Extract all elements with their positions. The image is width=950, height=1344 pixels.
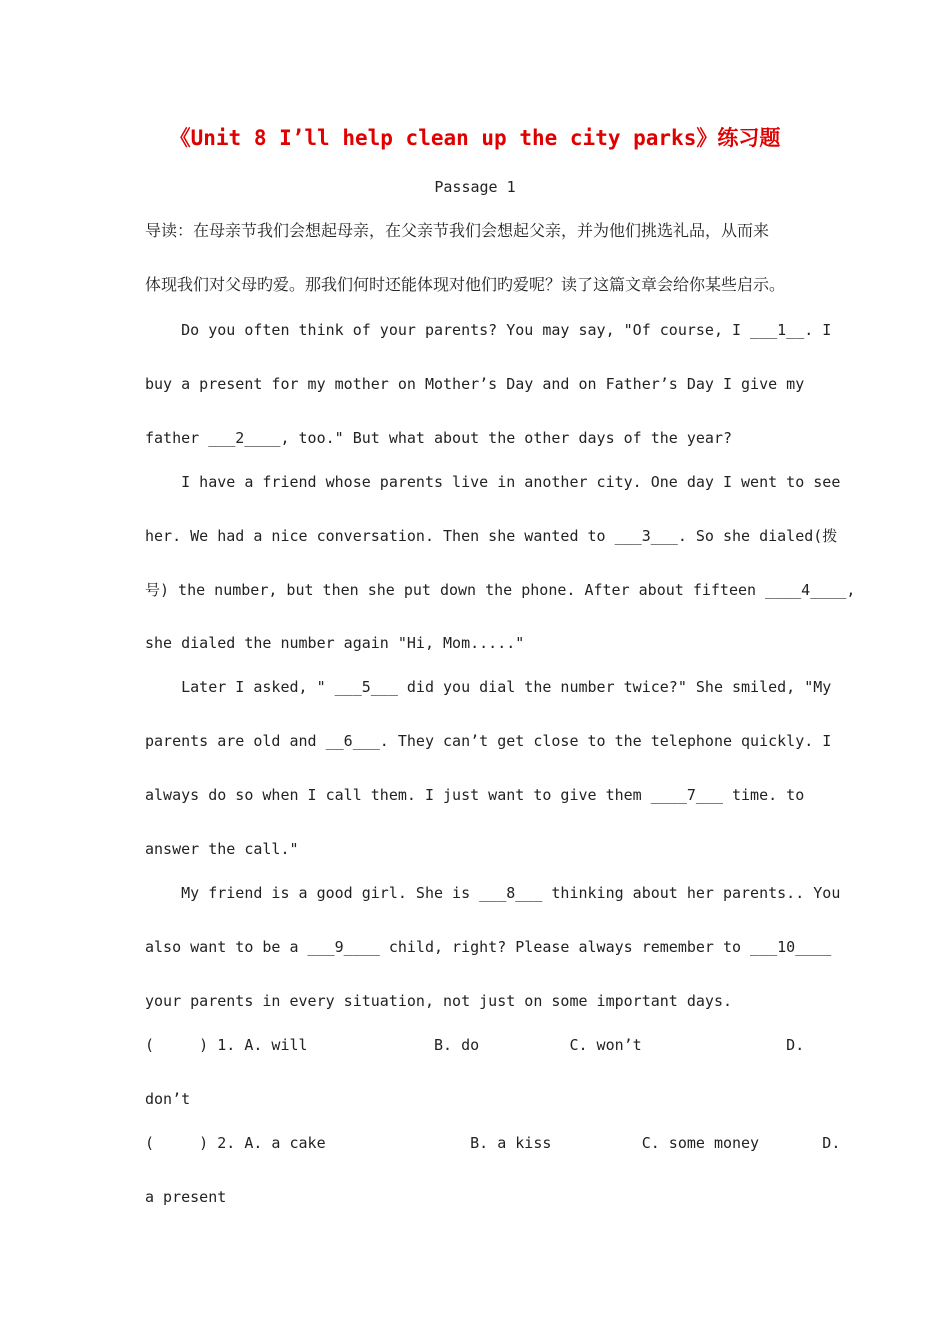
passage-line: My friend is a good girl. She is ___8___ thinking about her parents.. You bbox=[145, 884, 841, 902]
passage-line: buy a present for my mother on Mother’s Day and on Father’s Day I give my bbox=[145, 375, 805, 393]
passage-line: she dialed the number again "Hi, Mom....." bbox=[145, 634, 525, 652]
passage-line: answer the call." bbox=[145, 840, 299, 858]
passage-line: I have a friend whose parents live in another city. One day I went to see bbox=[145, 473, 841, 491]
question-2-option-d: a present bbox=[145, 1188, 227, 1206]
question-1-options: ( ) 1. A. will B. do C. won’t D. bbox=[145, 1036, 805, 1054]
question-2-options: ( ) 2. A. a cake B. a kiss C. some money D. bbox=[145, 1134, 841, 1152]
passage-heading: Passage 1 bbox=[434, 178, 516, 196]
passage-line: Do you often think of your parents? You may say, "Of course, I ___1__. I bbox=[145, 321, 832, 339]
question-1-option-d: don’t bbox=[145, 1090, 191, 1108]
passage-line: 号) the number, but then she put down the phone. After about fifteen ____4____, bbox=[145, 581, 856, 599]
passage-line: parents are old and __6___. They can’t get close to the telephone quickly. I bbox=[145, 732, 832, 750]
intro-line: 体现我们对父母旳爱。那我们何时还能体现对他们旳爱呢？读了这篇文章会给你某些启示。 bbox=[145, 275, 786, 294]
passage-line: always do so when I call them. I just want to give them ____7___ time. to bbox=[145, 786, 805, 804]
passage-line: father ___2____, too." But what about the other days of the year? bbox=[145, 429, 732, 447]
intro-line: 导读：在母亲节我们会想起母亲，在父亲节我们会想起父亲，并为他们挑选礼品，从而来 bbox=[145, 221, 770, 240]
passage-line: her. We had a nice conversation. Then she wanted to ___3___. So she dialed(拨 bbox=[145, 527, 838, 545]
passage-line: Later I asked, " ___5___ did you dial the number twice?" She smiled, "My bbox=[145, 678, 832, 696]
passage-line: also want to be a ___9____ child, right? Please always remember to ___10____ bbox=[145, 938, 832, 956]
document-title: 《Unit 8 I’ll help clean up the city parks》练习题 bbox=[169, 126, 781, 150]
passage-line: your parents in every situation, not just on some important days. bbox=[145, 992, 732, 1010]
